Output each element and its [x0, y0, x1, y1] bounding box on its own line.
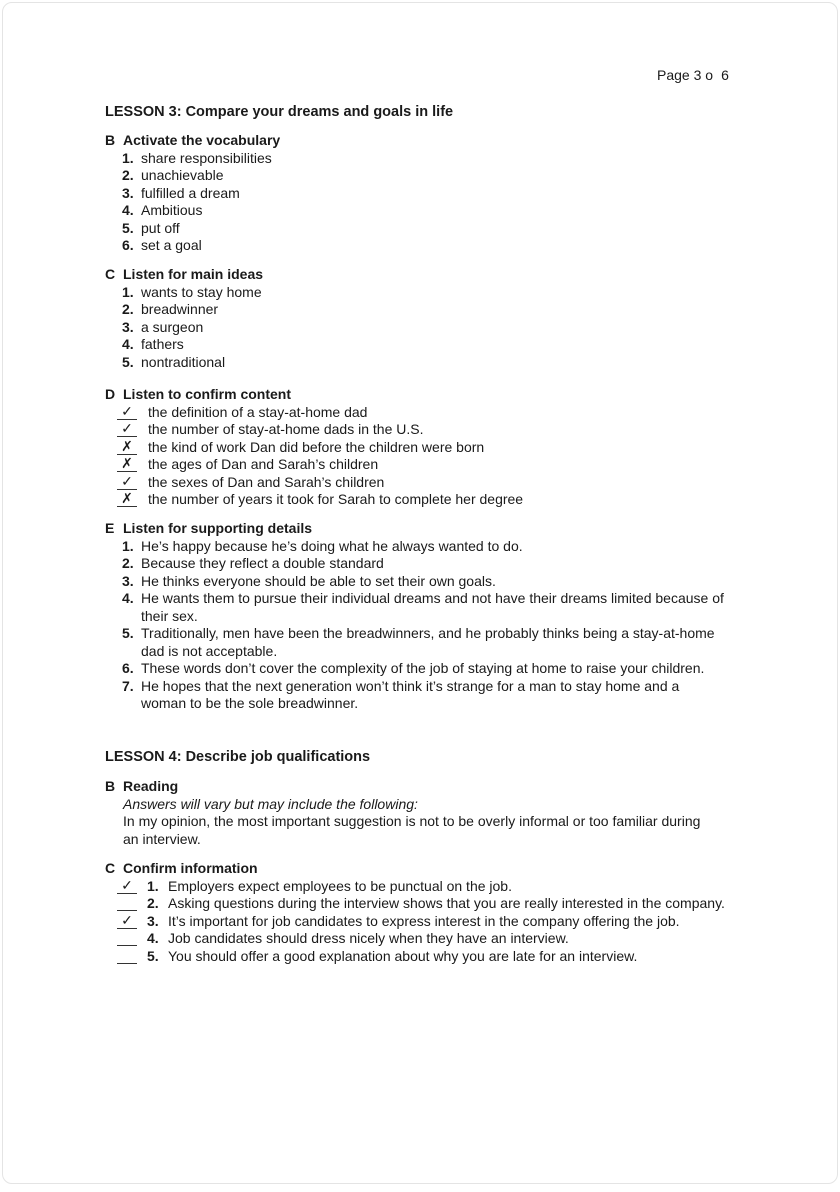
lesson3-title: LESSON 3: Compare your dreams and goals in life	[105, 104, 454, 120]
answer-mark: ✓	[117, 404, 137, 420]
item-text: Traditionally, men have been the breadwinners, and he probably thinks being a stay-at-home dad is not acceptable.	[141, 625, 715, 659]
item-text: You should offer a good explanation about why you are late for an interview.	[168, 947, 638, 964]
answer-mark: ✓	[117, 421, 137, 437]
list-item	[105, 284, 745, 302]
item-text: Employers expect employees to be punctual on the job.	[168, 877, 512, 894]
checklist-item	[105, 474, 745, 492]
checklist-item	[105, 439, 745, 457]
checklist-item	[105, 948, 735, 966]
section-title: Listen to confirm content	[123, 386, 291, 402]
answer-mark: ✓	[117, 878, 137, 894]
item-text: unachievable	[141, 167, 224, 183]
item-number: 5.	[147, 947, 159, 964]
section-c-confirm-info	[105, 860, 745, 965]
lesson4-title: LESSON 4: Describe job qualifications	[105, 749, 371, 765]
item-number: 3.	[147, 912, 159, 929]
answer-mark: ✗	[117, 456, 137, 472]
list-item	[105, 573, 725, 591]
item-text: share responsibilities	[141, 149, 272, 166]
list-item	[105, 202, 745, 220]
answer-mark	[117, 948, 137, 964]
list-item	[105, 555, 725, 573]
item-number: 4.	[147, 930, 159, 946]
item-number: 3.	[122, 318, 134, 335]
item-text: Job candidates should dress nicely when they have an interview.	[168, 930, 569, 946]
section-b-reading	[105, 778, 745, 848]
item-number: 3.	[122, 184, 134, 201]
item-text: the number of years it took for Sarah to complete her degree	[148, 491, 524, 507]
list-item	[105, 167, 745, 185]
checklist-item	[105, 895, 735, 913]
reading-note: Answers will vary but may include the following:	[123, 795, 418, 812]
item-number: 1.	[122, 149, 134, 166]
item-number: 6.	[122, 660, 134, 676]
item-text: a surgeon	[141, 318, 204, 335]
page-total: 6	[721, 67, 729, 83]
item-number: 1.	[122, 283, 134, 300]
section-b-vocab	[105, 132, 745, 255]
list-item	[105, 220, 745, 238]
item-text: Ambitious	[141, 202, 203, 218]
item-text: put off	[141, 219, 180, 236]
item-text: breadwinner	[141, 301, 219, 317]
checklist-item	[105, 404, 745, 422]
answer-mark: ✓	[117, 913, 137, 929]
checklist-item	[105, 913, 735, 931]
list-item	[105, 354, 745, 372]
item-number: 4.	[122, 202, 134, 218]
item-text: He thinks everyone should be able to set their own goals.	[141, 572, 496, 589]
item-text: It’s important for job candidates to express interest in the company offering the job.	[168, 912, 680, 929]
item-text: He wants them to pursue their individual dreams and not have their dreams limited because of their sex.	[141, 590, 724, 624]
section-letter: E	[105, 520, 115, 536]
section-title: Confirm information	[123, 860, 258, 876]
list-item	[105, 336, 745, 354]
item-number: 7.	[122, 677, 134, 694]
list-item	[105, 185, 745, 203]
list-item	[105, 301, 745, 319]
section-letter: D	[105, 386, 116, 402]
answer-mark: ✗	[117, 439, 137, 455]
section-c-main-ideas	[105, 266, 745, 371]
page-label: Page 3 o	[657, 67, 714, 83]
section-title: Listen for main ideas	[123, 266, 264, 282]
list-item	[105, 660, 725, 678]
item-text: fulfilled a dream	[141, 184, 240, 201]
item-number: 2.	[122, 555, 134, 571]
item-number: 4.	[122, 336, 134, 352]
section-letter: B	[105, 778, 116, 794]
section-letter: B	[105, 132, 116, 148]
checklist-item	[105, 421, 745, 439]
item-number: 6.	[122, 237, 134, 253]
item-text: the number of stay-at-home dads in the U.S.	[148, 421, 424, 437]
checklist-item	[105, 491, 745, 509]
item-number: 4.	[122, 590, 134, 606]
section-d-confirm	[105, 386, 745, 509]
item-number: 2.	[122, 301, 134, 317]
item-text: Asking questions during the interview shows that you are really interested in the company.	[168, 895, 725, 911]
list-item	[105, 150, 745, 168]
item-text: nontraditional	[141, 353, 226, 370]
item-text: He hopes that the next generation won’t think it’s strange for a man to stay home and a woman to be the sole breadwinner.	[141, 677, 680, 711]
item-text: the kind of work Dan did before the children were born	[148, 438, 485, 455]
item-text: the definition of a stay-at-home dad	[148, 403, 368, 420]
answer-mark: ✗	[117, 491, 137, 507]
list-item	[105, 590, 725, 625]
item-text: Because they reflect a double standard	[141, 555, 384, 571]
list-item	[105, 678, 725, 713]
item-number: 2.	[147, 895, 159, 911]
item-text: fathers	[141, 336, 184, 352]
list-item	[105, 237, 745, 255]
checklist-item	[105, 456, 745, 474]
page-number	[657, 67, 729, 83]
reading-answer: In my opinion, the most important suggestion is not to be overly informal or too familiar during an interview.	[123, 813, 701, 847]
section-letter: C	[105, 860, 116, 876]
list-item	[105, 625, 725, 660]
item-number: 2.	[122, 167, 134, 183]
item-text: set a goal	[141, 237, 202, 253]
section-letter: C	[105, 266, 116, 282]
item-text: the ages of Dan and Sarah’s children	[148, 456, 379, 472]
item-number: 1.	[122, 537, 134, 554]
checklist-item	[105, 878, 735, 896]
section-title: Activate the vocabulary	[123, 132, 281, 148]
item-number: 1.	[147, 877, 159, 894]
item-text: He’s happy because he’s doing what he always wanted to do.	[141, 537, 523, 554]
answer-mark: ✓	[117, 474, 137, 490]
answer-mark	[117, 895, 137, 911]
item-text: the sexes of Dan and Sarah’s children	[148, 473, 385, 490]
item-text: wants to stay home	[141, 283, 262, 300]
item-number: 5.	[122, 353, 134, 370]
list-item	[105, 538, 725, 556]
answer-mark	[117, 930, 137, 946]
section-title: Reading	[123, 778, 179, 794]
checklist-item	[105, 930, 735, 948]
item-number: 5.	[122, 219, 134, 236]
section-e-details	[105, 520, 745, 713]
item-text: These words don’t cover the complexity of the job of staying at home to raise your children.	[141, 660, 705, 676]
list-item	[105, 319, 745, 337]
item-number: 5.	[122, 625, 134, 641]
item-number: 3.	[122, 572, 134, 589]
section-title: Listen for supporting details	[123, 520, 313, 536]
